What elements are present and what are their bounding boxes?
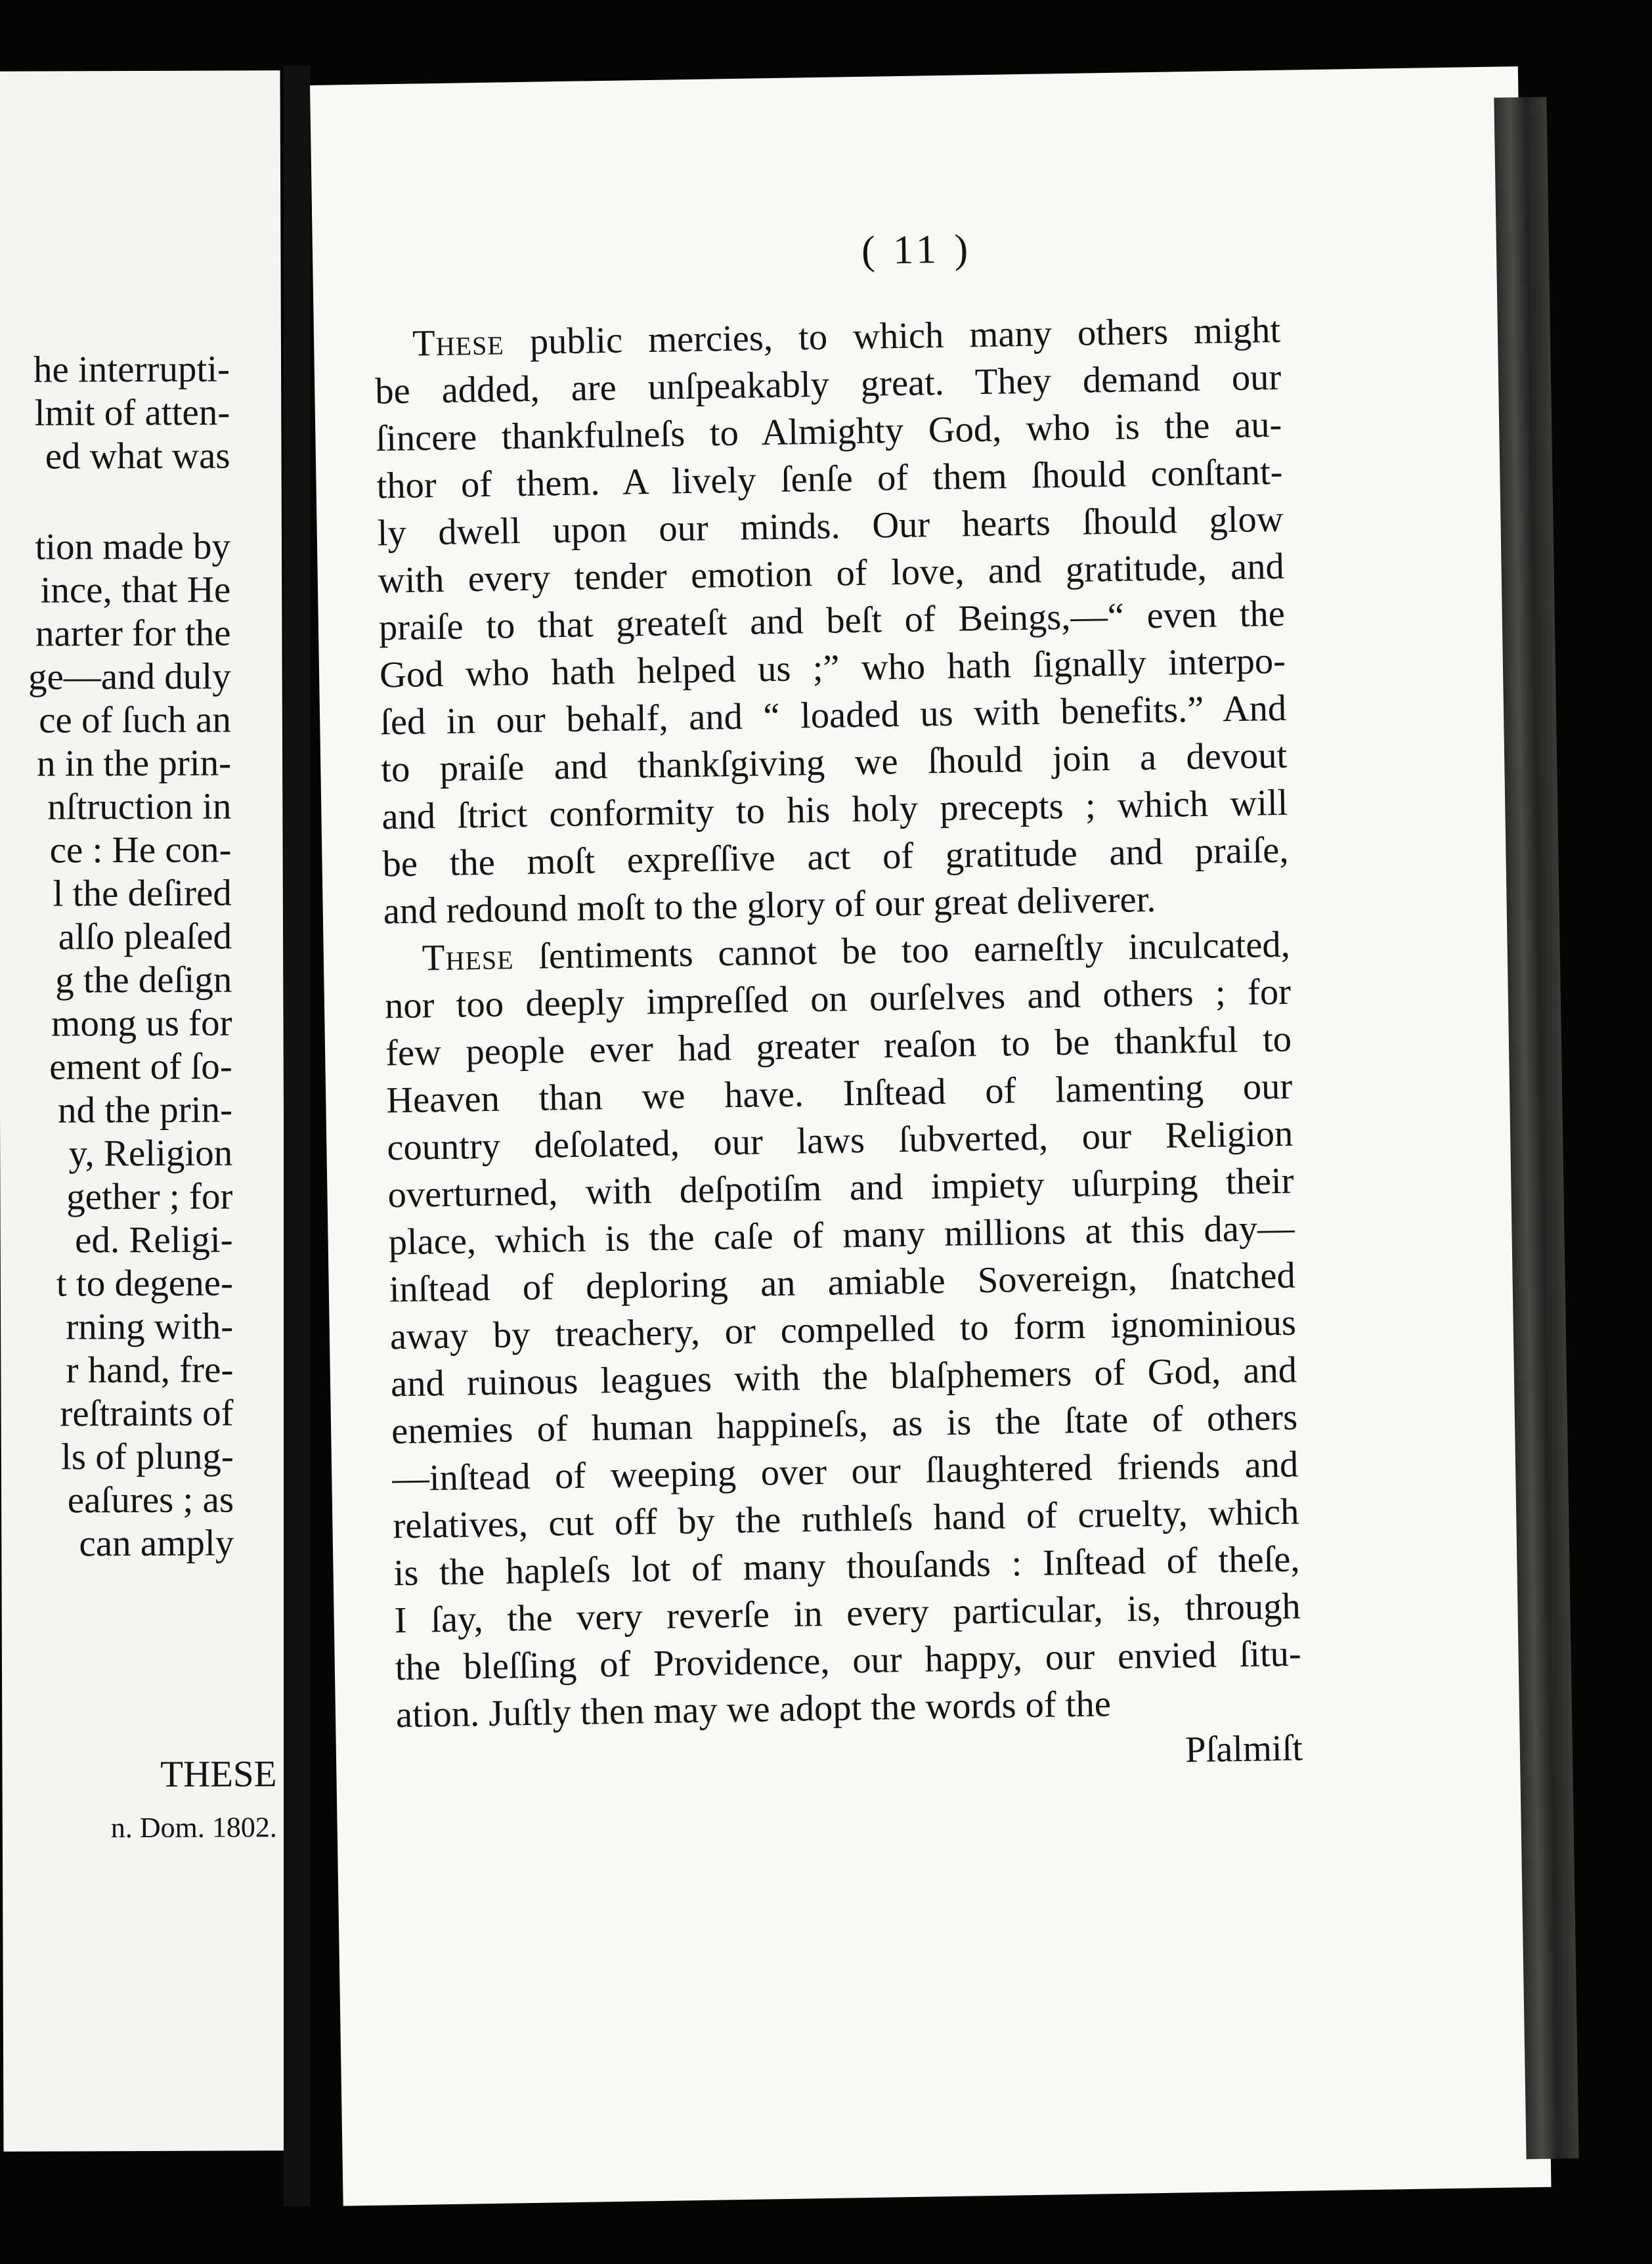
left-page-line: r hand, fre- [66,1349,234,1391]
text-line: few people ever had greater reaſon to be thankful to [385,1018,1292,1074]
text-line: and ſtrict conformity to his holy precepts ; which will [381,782,1288,838]
text-line: ſed in our behalf, and “ loaded us with benefits.” And [380,687,1287,743]
paragraph-2 [383,921,1302,1739]
text-line: is the hapleſs lot of many thouſands : Inſtead of theſe, [393,1538,1300,1594]
text-line: inſtead of deploring an amiable Sovereign, ſnatched [389,1255,1296,1311]
left-page-line: ce : He con- [49,829,232,871]
left-page-line: nd the prin- [57,1089,233,1131]
text-line: place, which is the caſe of many millions at this day— [388,1208,1295,1263]
left-page-line: l the deſired [53,872,232,915]
left-page-line: ge—and duly [28,655,231,698]
left-page-line: n in the prin- [37,742,232,785]
left-page-line: y, Religion [68,1132,233,1175]
left-page-line: he interrupti- [33,348,230,391]
left-page [0,70,288,2151]
text-line: enemies of human happineſs, as is the ſtate of others [391,1397,1298,1452]
left-page-line: ince, that He [40,569,231,611]
text-line: be added, are unſpeakably great. They demand our [374,357,1282,412]
paragraph-lead: These [422,936,514,979]
book-gutter [284,66,310,2206]
left-page-line: tion made by [35,525,231,568]
text-line: away by treachery, or compelled to form ignominious [389,1302,1297,1358]
left-page-line: rning with- [66,1305,234,1348]
left-page-line: alſo pleaſed [58,915,232,958]
text-line: with every tender emotion of love, and gratitude, and [378,546,1285,601]
left-page-line: ed. Religi- [74,1219,233,1261]
text-line: praiſe to that greateſt and beſt of Beings,—“ even the [378,593,1286,649]
left-page-line: nſtruction in [47,785,232,828]
text-line: God who hath helped us ;” who hath ſignally interpo- [379,640,1286,696]
text-line: thor of them. A lively ſenſe of them ſhould conſtant- [376,451,1283,507]
text-line: to praiſe and thankſgiving we ſhould join a devout [380,735,1288,791]
text-line: country deſolated, our laws ſubverted, our Religion [386,1113,1293,1169]
text-line: and ruinous leagues with the blaſphemers of God, and [390,1349,1297,1405]
paragraph-lead: These [412,322,505,364]
left-page-line: eaſures ; as [67,1479,234,1521]
left-page-line: ce of ſuch an [39,699,232,741]
text-line: overturned, with deſpotiſm and impiety uſurping their [387,1160,1294,1216]
right-page [310,66,1552,2206]
left-page-line: ls of plung- [60,1435,234,1478]
left-page-line: reſtraints of [60,1392,234,1435]
page-number: ( 11 ) [861,227,972,273]
left-page-line: THESE [160,1753,277,1795]
left-page-line: ement of ſo- [49,1045,232,1088]
text-line: ly dwell upon our minds. Our hearts ſhould glow [377,498,1284,554]
left-page-line: g the deſign [55,959,232,1001]
text-line: Heaven than we have. Inſtead of lamenting our [385,1066,1293,1121]
left-page-line: narter for the [35,612,231,655]
catchword: Pſalmiſt [1185,1728,1303,1771]
left-page-line: ed what was [45,435,230,477]
paragraph-1 [374,307,1290,936]
left-page-footer: n. Dom. 1802. [110,1811,277,1844]
body-text [374,307,1303,1786]
left-page-line: gether ; for [66,1175,233,1218]
line-text: ſentiments cannot be too earneſtly inculcated, [513,924,1291,978]
text-line: relatives, cut off by the ruthleſs hand of cruelty, which [392,1491,1299,1547]
left-page-line: t to degene- [56,1262,234,1305]
line-text: public mercies, to which many others might [504,309,1281,363]
text-line: nor too deeply impreſſed on ourſelves and others ; for [384,971,1292,1027]
left-page-line: mong us for [51,1002,232,1045]
text-line: and redound moſt to the glory of our great deliverer. [383,879,1156,932]
text-line: —inſtead of weeping over our ſlaughtered friends and [391,1444,1299,1500]
text-line: the bleſſing of Providence, our happy, our envied ſitu- [395,1633,1302,1689]
text-line: be the moſt expreſſive act of gratitude and praiſe, [382,829,1289,885]
left-page-line: can amply [79,1522,234,1565]
text-line: ation. Juſtly then may we adopt the words of the [395,1684,1112,1736]
text-line: I ſay, the very reverſe in every particular, is, through [394,1586,1301,1642]
text-line: ſincere thankfulneſs to Almighty God, who is the au- [375,404,1282,460]
left-page-line: lmit of atten- [34,391,230,434]
